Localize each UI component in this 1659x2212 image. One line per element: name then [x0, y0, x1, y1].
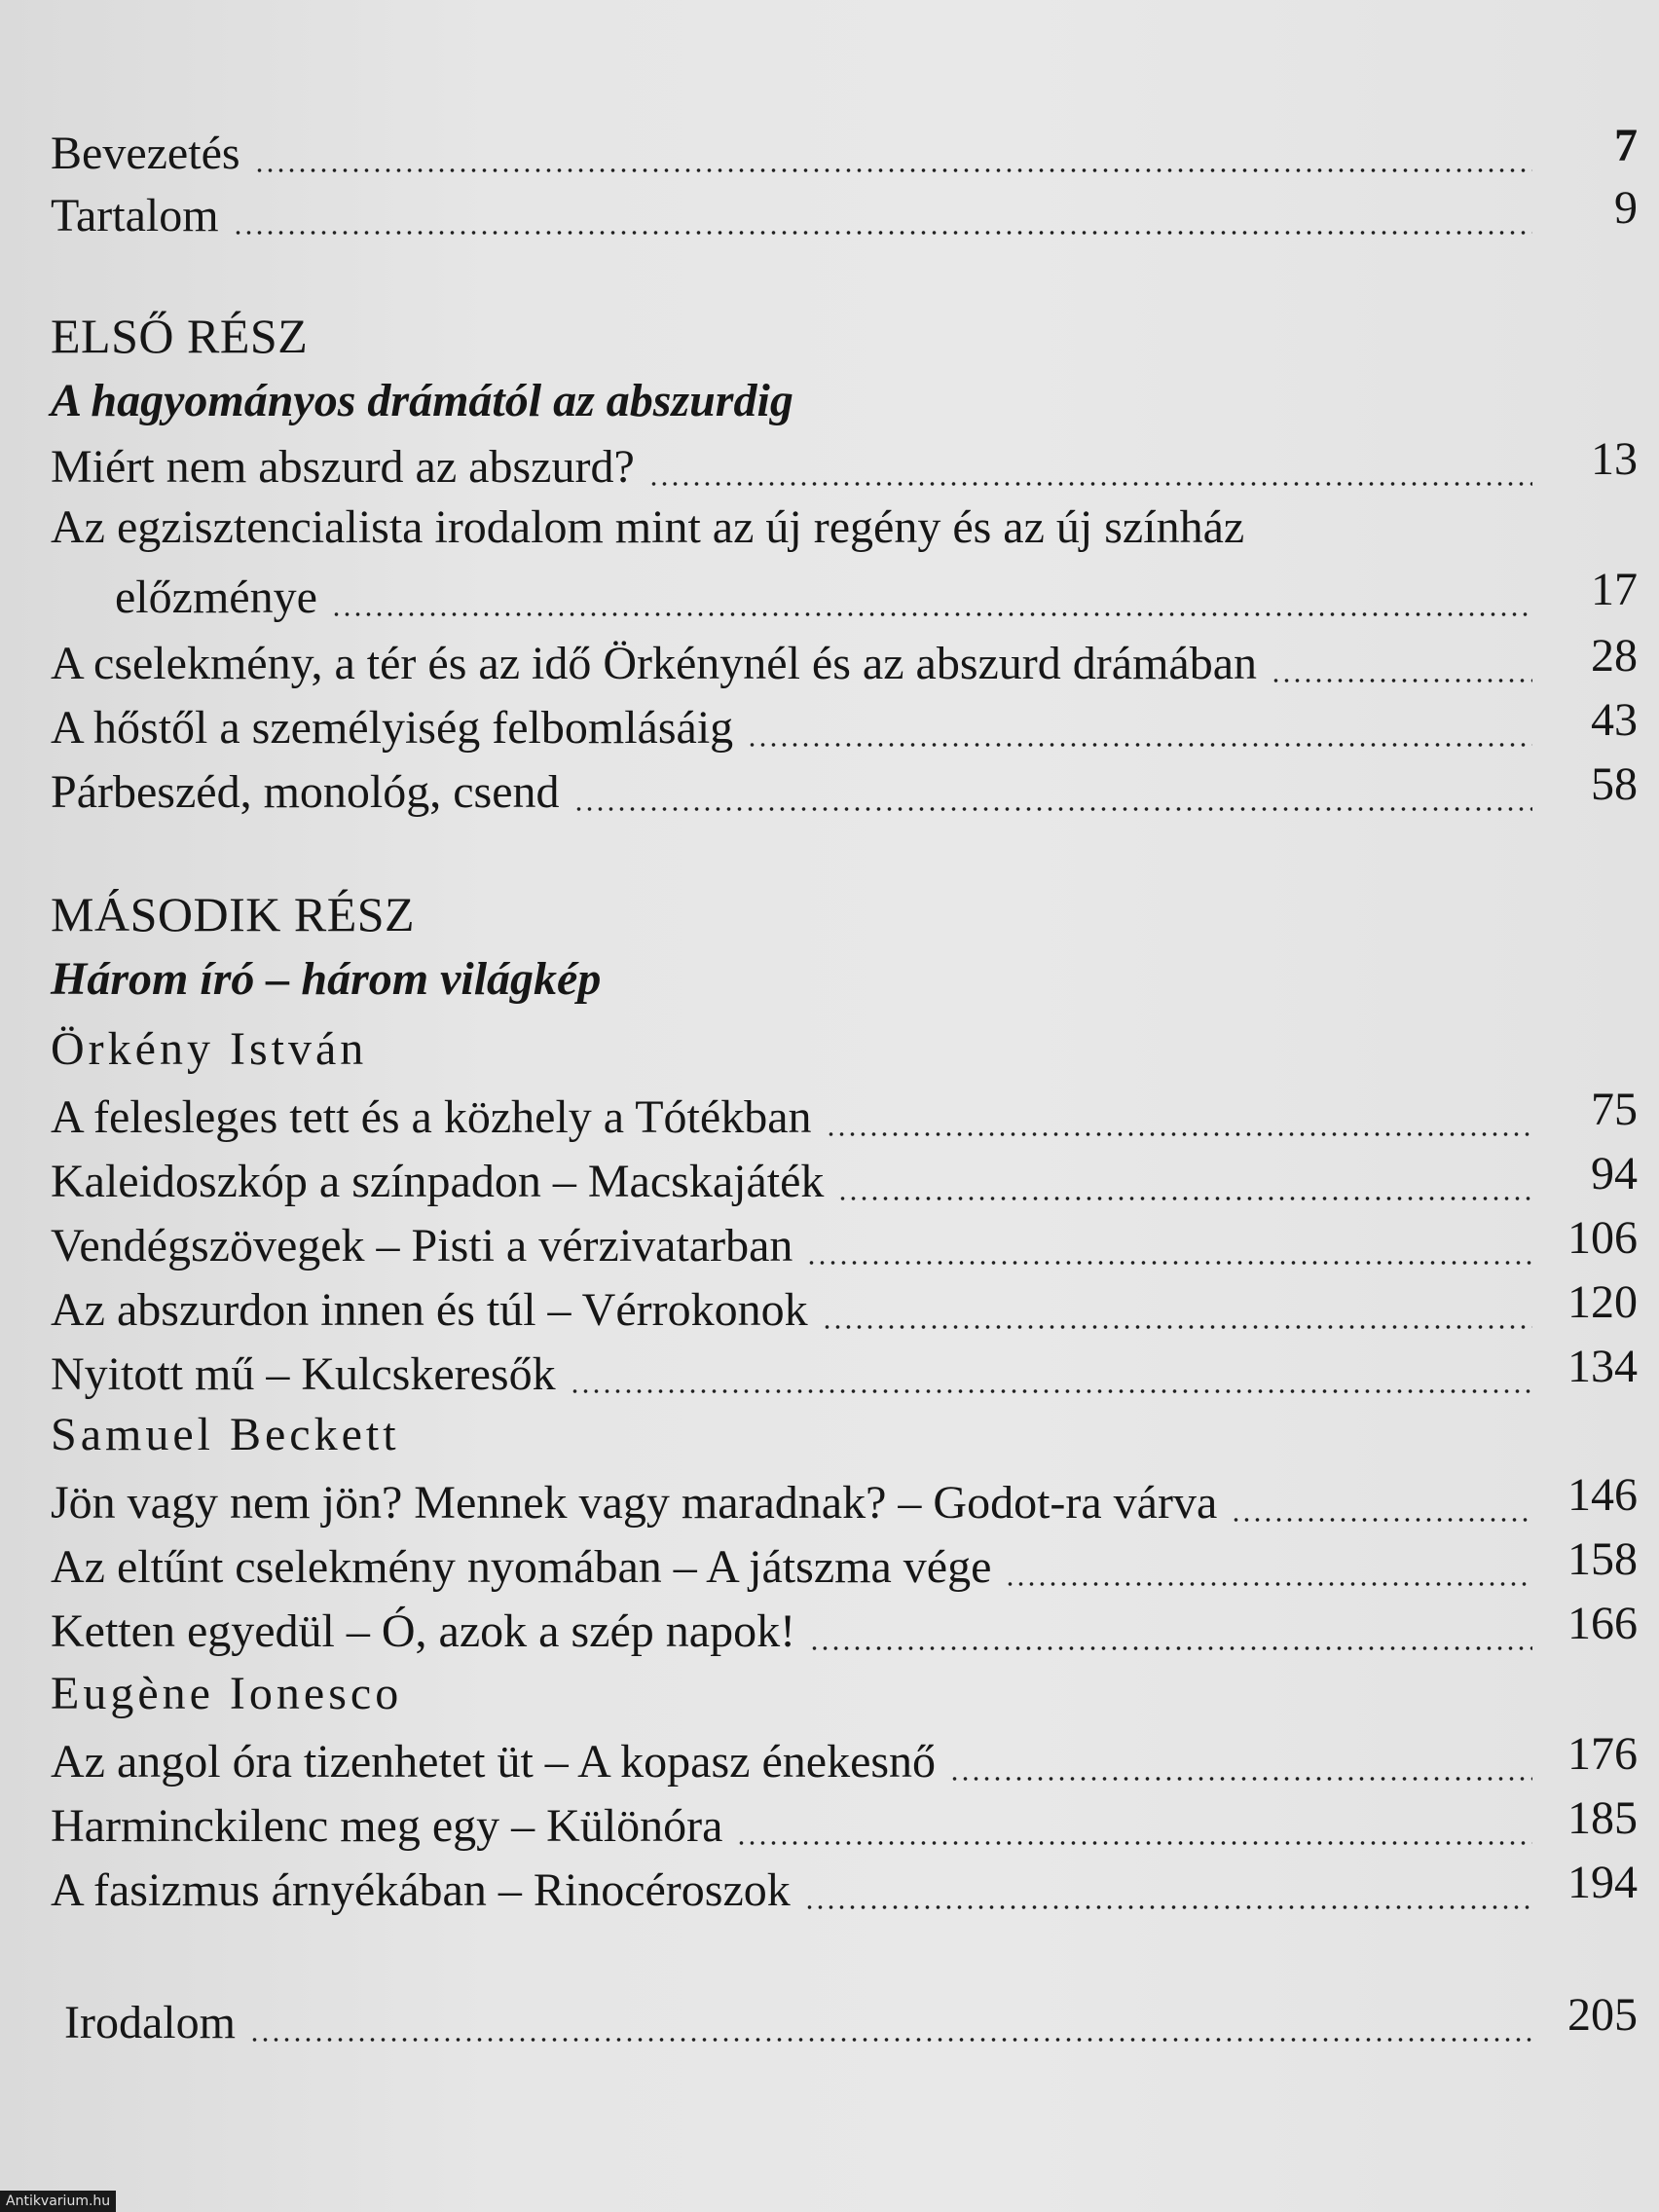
toc-entry-tartalom [51, 175, 1638, 240]
toc-entry-page: 146 [1567, 1469, 1638, 1521]
dot-leader [806, 1219, 1532, 1266]
toc-entry [51, 1334, 1638, 1398]
dot-leader [804, 1863, 1532, 1910]
toc-entry-page: 9 [1614, 182, 1638, 234]
toc-entry-page: 7 [1614, 120, 1638, 171]
toc-entry-title: Harminckilenc meg egy – Különóra [51, 1800, 723, 1852]
dot-leader [949, 1735, 1532, 1782]
toc-entry-bevezetes [51, 113, 1638, 177]
toc-entry [51, 1850, 1638, 1914]
toc-entry-title: A cselekmény, a tér és az idő Örkénynél és az abszurd drámában [51, 638, 1258, 689]
toc-entry [115, 557, 1638, 621]
toc-entry-title: Miért nem abszurd az abszurd? [51, 441, 635, 493]
toc-entry [51, 1591, 1638, 1655]
author-heading: Samuel Beckett [51, 1409, 400, 1460]
dot-leader [1271, 637, 1532, 683]
toc-entry [51, 623, 1638, 687]
toc-entry [51, 1721, 1638, 1786]
toc-entry-page: 106 [1567, 1212, 1638, 1264]
toc-entry-title: Tartalom [51, 190, 219, 241]
toc-entry [51, 426, 1638, 491]
part1-heading: ELSŐ RÉSZ [51, 309, 309, 363]
dot-leader [1005, 1540, 1532, 1587]
part1-subtitle: A hagyományos drámától az abszurdig [51, 375, 793, 426]
dot-leader [233, 189, 1532, 236]
dot-leader [1231, 1476, 1532, 1523]
toc-entry-page: 194 [1567, 1857, 1638, 1908]
dot-leader [573, 765, 1532, 812]
author-heading: Eugène Ionesco [51, 1668, 403, 1719]
toc-entry-title: A hőstől a személyiség felbomlásáig [51, 702, 734, 754]
toc-entry-page: 94 [1591, 1148, 1638, 1199]
toc-entry-page: 58 [1591, 758, 1638, 810]
dot-leader [822, 1283, 1532, 1330]
toc-entry-page: 185 [1567, 1792, 1638, 1844]
toc-entry-page: 134 [1567, 1341, 1638, 1392]
toc-entry-title: Az egzisztencialista irodalom mint az új regény és az új színház [51, 501, 1245, 553]
toc-entry-title: Nyitott mű – Kulcskeresők [51, 1348, 556, 1400]
dot-leader [837, 1155, 1532, 1201]
toc-entry-title: Párbeszéd, monológ, csend [51, 766, 560, 818]
author-heading: Örkény István [51, 1023, 368, 1075]
dot-leader [747, 701, 1532, 748]
toc-entry-title: Jön vagy nem jön? Mennek vagy maradnak? – Godot-ra várva [51, 1477, 1218, 1529]
watermark: Antikvarium.hu [0, 2191, 116, 2212]
dot-leader [331, 571, 1532, 617]
dot-leader [254, 127, 1532, 173]
toc-entry [51, 752, 1638, 816]
dot-leader [736, 1799, 1532, 1846]
toc-entry [51, 1141, 1638, 1205]
toc-entry-title: A felesleges tett és a közhely a Tótékban [51, 1091, 812, 1143]
toc-entry-page: 28 [1591, 630, 1638, 682]
toc-entry-title: Az abszurdon innen és túl – Vérrokonok [51, 1284, 808, 1336]
toc-entry-page: 17 [1591, 564, 1638, 615]
toc-entry-page: 75 [1591, 1084, 1638, 1135]
toc-entry-page: 158 [1567, 1533, 1638, 1585]
dot-leader [570, 1347, 1532, 1394]
dot-leader [249, 1996, 1532, 2043]
toc-entry [51, 1527, 1638, 1591]
toc-entry-title: Vendégszövegek – Pisti a vérzivatarban [51, 1220, 793, 1272]
toc-entry-page: 176 [1567, 1728, 1638, 1780]
toc-entry [51, 1462, 1638, 1527]
dot-leader [826, 1090, 1533, 1137]
toc-entry [51, 1077, 1638, 1141]
toc-entry-title: A fasizmus árnyékában – Rinocéroszok [51, 1864, 791, 1916]
toc-entry [51, 687, 1638, 752]
toc-entry [51, 1205, 1638, 1270]
toc-entry-page: 43 [1591, 694, 1638, 746]
toc-entry-title: Irodalom [64, 1997, 236, 2048]
dot-leader [809, 1604, 1532, 1651]
toc-entry-continuation: előzménye [115, 571, 317, 623]
toc-entry-title: Az angol óra tizenhetet üt – A kopasz énekesnő [51, 1736, 937, 1788]
toc-entry-title: Kaleidoszkóp a színpadon – Macskajáték [51, 1156, 825, 1207]
toc-entry-page: 120 [1567, 1276, 1638, 1328]
toc-entry-title: Bevezetés [51, 128, 240, 179]
part2-subtitle: Három író – három világkép [51, 953, 602, 1005]
part2-heading: MÁSODIK RÉSZ [51, 887, 416, 941]
toc-entry-title: Az eltűnt cselekmény nyomában – A játszma vége [51, 1541, 992, 1593]
toc-entry-page: 205 [1567, 1989, 1638, 2041]
toc-entry-page: 166 [1567, 1598, 1638, 1649]
dot-leader [648, 440, 1532, 487]
toc-entry-page: 13 [1591, 433, 1638, 485]
toc-entry [51, 1786, 1638, 1850]
toc-entry [51, 1270, 1638, 1334]
toc-entry-irodalom [64, 1982, 1638, 2046]
toc-entry-title: Ketten egyedül – Ó, azok a szép napok! [51, 1605, 796, 1657]
